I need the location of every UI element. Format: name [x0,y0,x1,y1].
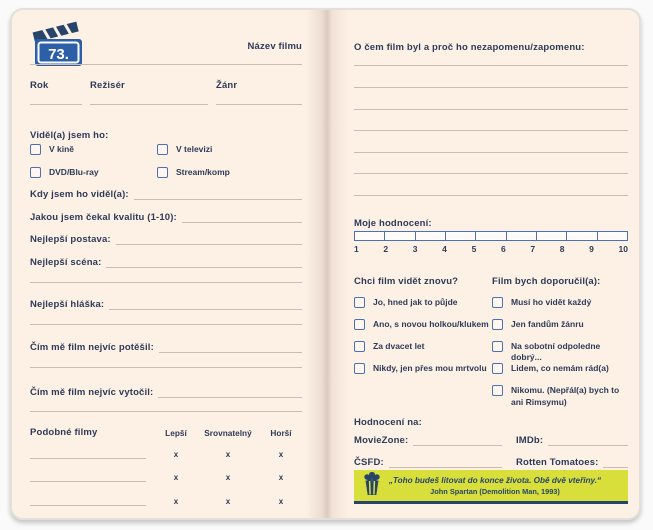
about-line[interactable] [354,87,628,88]
checkbox-stream[interactable] [157,167,168,178]
mark-comparable[interactable]: x [225,497,231,506]
rotten-tomatoes-line[interactable] [603,456,628,468]
similar-film-line[interactable] [30,448,146,459]
recommend-option [492,341,628,363]
scale-9: 9 [589,244,594,254]
checkbox-recommend-saturday[interactable] [492,341,503,352]
scale-5: 5 [471,244,477,254]
mark-worse[interactable]: x [278,473,284,482]
rating-scale-numbers [354,244,628,254]
when-seen-label: Kdy jsem ho viděl(a): [30,189,129,200]
expected-quality-label: Jakou jsem čekal kvalitu (1-10): [30,212,177,223]
scale-4: 4 [442,244,447,254]
scale-8: 8 [559,244,565,254]
when-seen-line[interactable] [134,188,302,200]
seen-option [30,167,157,178]
page-number: 73. [48,46,69,63]
annoyed-line[interactable] [158,386,302,398]
director-line[interactable] [90,104,208,105]
checkbox-rewatch-new-partner[interactable] [354,319,365,330]
about-line[interactable] [354,152,628,153]
best-character-label: Nejlepší postava: [30,234,111,245]
film-title-line[interactable] [30,64,302,65]
recommend-option [492,385,628,408]
about-line[interactable] [354,109,628,110]
rotten-tomatoes-label: Rotten Tomatoes: [516,457,599,468]
rewatch-heading: Chci film vidět znovu? [354,276,459,287]
left-page [12,10,324,518]
pleased-line[interactable] [159,341,302,353]
similar-film-row [30,495,302,506]
similar-film-line[interactable] [30,495,146,506]
similar-col-better: Lepší [165,428,187,438]
film-diary-notebook [10,8,641,520]
film-title-label: Název filmu [247,41,302,52]
popcorn-icon [362,470,382,501]
about-line[interactable] [354,65,628,66]
checkbox-rewatch-20-years[interactable] [354,341,365,352]
mark-worse[interactable]: x [278,450,284,459]
recommend-option-label: Nikomu. (Nepřál(a) bych to ani Rimsymu) [511,385,620,407]
mark-comparable[interactable]: x [225,450,231,459]
similar-col-comparable: Srovnatelný [204,428,252,438]
scale-1: 1 [354,244,359,254]
about-film-label: O čem film byl a proč ho nezapomenu/zapomenu: [354,42,585,53]
best-scene-line2[interactable] [30,282,302,283]
recommend-option-label: Jen fandům žánru [511,319,584,329]
scale-6: 6 [500,244,506,254]
recommend-option [492,319,628,330]
rewatch-option [354,341,484,352]
rewatch-option [354,297,484,308]
right-page [324,10,641,518]
seen-option-label: V kině [49,144,75,154]
scale-3: 3 [412,244,418,254]
annoyed-label: Čím mě film nejvíc vytočil: [30,387,154,398]
rewatch-option [354,319,504,330]
best-quote-label: Nejlepší hláška: [30,299,105,310]
recommend-option-label: Na sobotní odpoledne dobrý... [511,341,601,362]
scale-10: 10 [618,244,628,254]
checkbox-recommend-disliked-people[interactable] [492,363,503,374]
seen-option [30,144,157,155]
checkbox-dvd[interactable] [30,167,41,178]
seen-option [157,167,302,178]
quote-text: „Toho budeš litovat do konce života. Obě dvě vteřiny.“ [388,475,602,485]
pleased-label: Čím mě film nejvíc potěšil: [30,342,154,353]
checkbox-rewatch-never[interactable] [354,363,365,374]
scale-7: 7 [530,244,536,254]
mark-better[interactable]: x [173,497,179,506]
recommend-option [492,297,628,308]
csfd-line[interactable] [389,456,502,468]
mark-comparable[interactable]: x [225,473,231,482]
recommend-heading: Film bych doporučil(a): [492,276,601,287]
genre-line[interactable] [216,104,302,105]
checkbox-recommend-genre-fans[interactable] [492,319,503,330]
imdb-line[interactable] [548,434,628,446]
similar-film-row [30,471,302,482]
quote-attribution: John Spartan (Demolition Man, 1993) [430,486,560,496]
year-label: Rok [30,80,49,91]
seen-option-label: Stream/komp [176,167,230,177]
csfd-label: ČSFD: [354,457,384,468]
checkbox-cinema[interactable] [30,144,41,155]
moviezone-line[interactable] [413,434,502,446]
checkbox-tv[interactable] [157,144,168,155]
pleased-line2[interactable] [30,367,302,368]
about-line[interactable] [354,195,628,196]
recommend-option-label: Lidem, co nemám rád(a) [511,363,609,373]
rewatch-option-label: Jo, hned jak to půjde [373,297,458,307]
about-line[interactable] [354,130,628,131]
annoyed-line2[interactable] [30,411,302,412]
imdb-label: IMDb: [516,435,544,446]
recommend-option [492,363,628,374]
seen-option-label: V televizi [176,144,213,154]
checkbox-recommend-everyone[interactable] [492,297,503,308]
mark-worse[interactable]: x [278,497,284,506]
similar-films-heading: Podobné filmy [30,427,98,438]
best-character-line[interactable] [116,233,302,245]
rewatch-option [354,363,504,374]
rewatch-option-label: Ano, s novou holkou/klukem [373,319,489,329]
expected-quality-line[interactable] [182,211,302,223]
director-label: Režisér [90,80,125,91]
similar-col-worse: Horší [270,428,292,438]
similar-film-row [30,448,302,459]
mark-better[interactable]: x [173,450,179,459]
mark-better[interactable]: x [173,473,179,482]
about-line[interactable] [354,173,628,174]
recommend-option-label: Musí ho vidět každý [511,297,592,307]
seen-option-label: DVD/Blu-ray [49,167,99,177]
checkbox-rewatch-asap[interactable] [354,297,365,308]
best-quote-line2[interactable] [30,324,302,325]
checkbox-recommend-nobody[interactable] [492,385,503,396]
rewatch-option-label: Nikdy, jen přes mou mrtvolu [373,363,487,373]
best-quote-line[interactable] [109,298,302,310]
similar-film-line[interactable] [30,471,146,482]
best-scene-line[interactable] [106,256,302,268]
movie-quote-box [354,470,628,504]
genre-label: Žánr [216,80,238,91]
quote-text-block [382,475,620,497]
moviezone-label: MovieZone: [354,435,409,446]
year-line[interactable] [30,104,82,105]
rewatch-option-label: Za dvacet let [373,341,425,351]
ratings-on-heading: Hodnocení na: [354,417,422,428]
best-scene-label: Nejlepší scéna: [30,257,102,268]
scale-2: 2 [383,244,389,254]
my-rating-label: Moje hodnocení: [354,218,432,229]
seen-heading: Viděl(a) jsem ho: [30,130,109,141]
seen-option [157,144,302,155]
rating-scale-bar[interactable] [354,231,628,241]
